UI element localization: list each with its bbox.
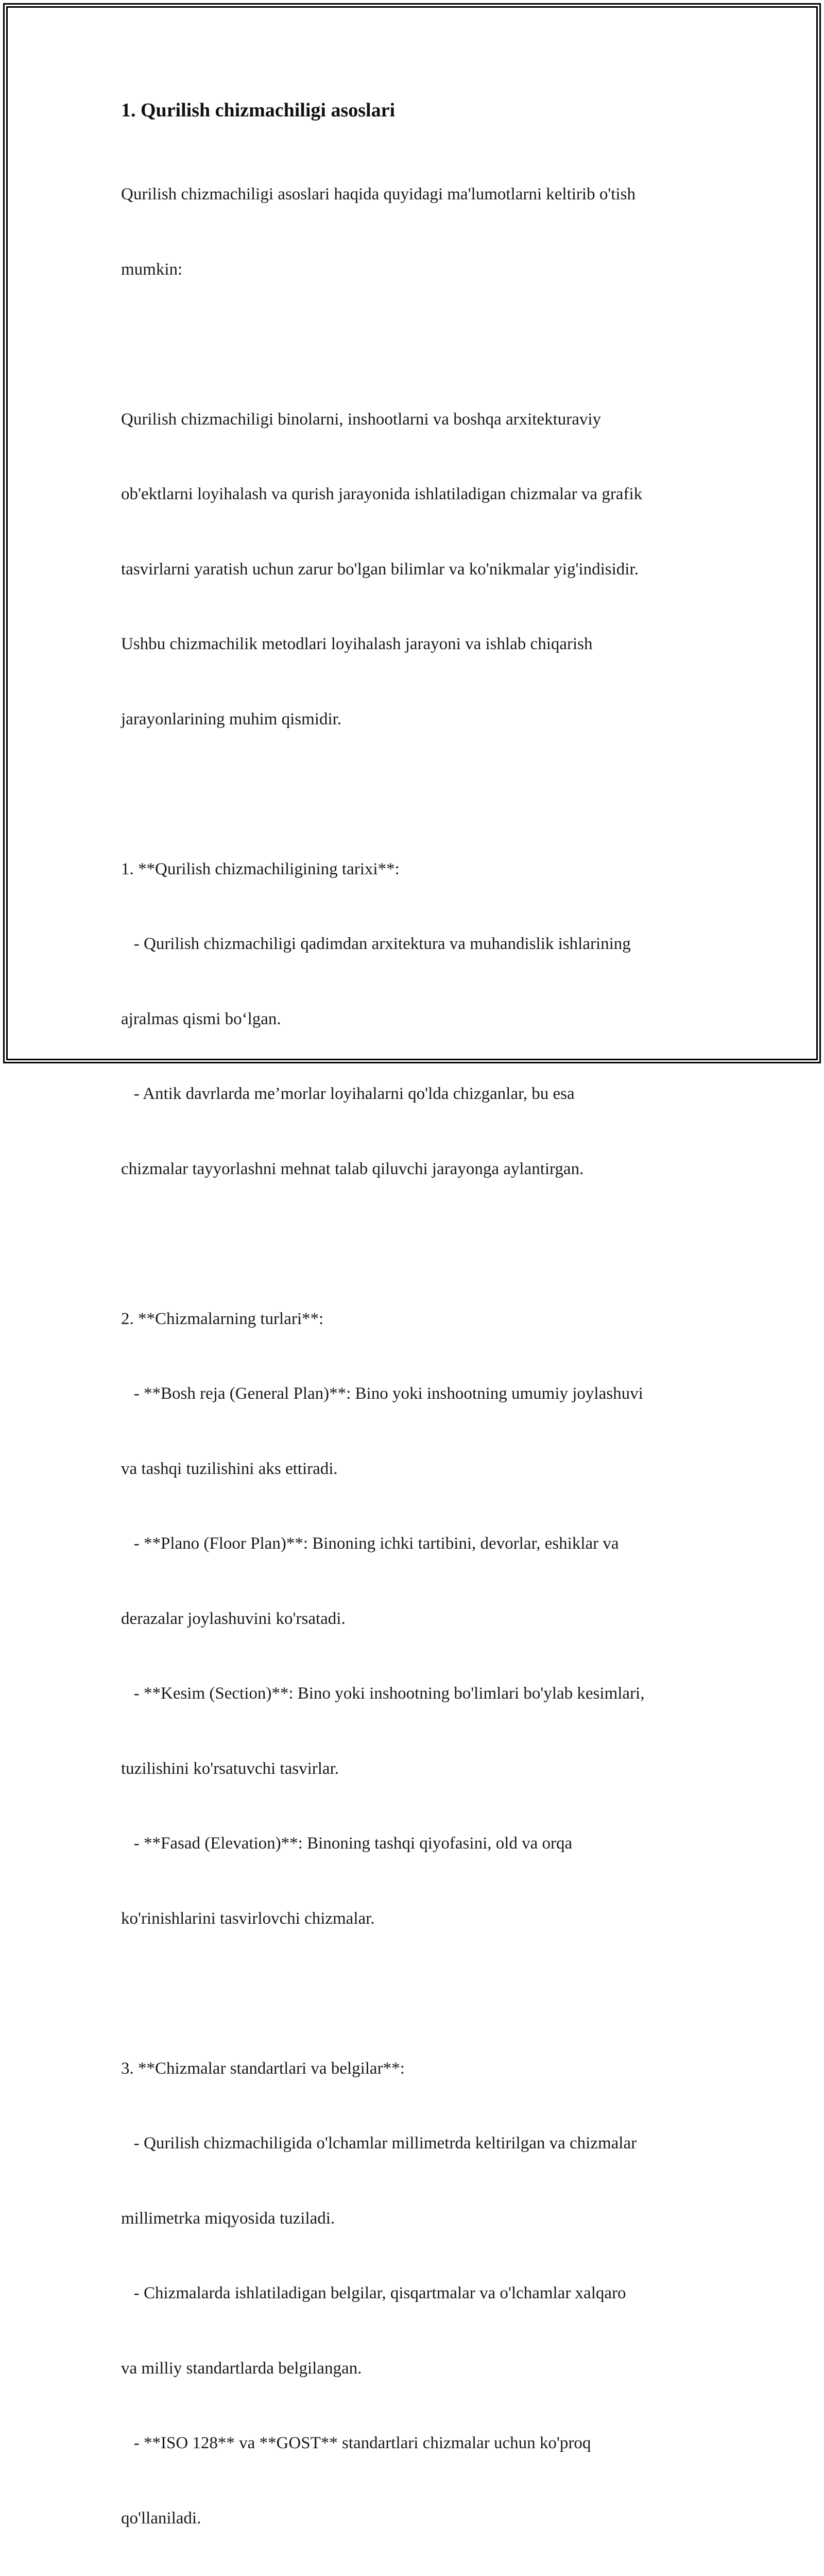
intro-line: mumkin: (121, 257, 708, 282)
definition-paragraph (121, 357, 708, 782)
section-line: - Chizmalarda ishlatiladigan belgilar, qisqartmalar va o'lchamlar xalqaro (121, 2281, 708, 2306)
section-line: derazalar joylashuvini ko'rsatadi. (121, 1606, 708, 1632)
definition-line: Ushbu chizmachilik metodlari loyihalash jarayoni va ishlab chiqarish (121, 632, 708, 657)
section-line: va tashqi tuzilishini aks ettiradi. (121, 1456, 708, 1482)
section-standards (121, 2006, 708, 2576)
definition-line: ob'ektlarni loyihalash va qurish jarayonida ishlatiladigan chizmalar va grafik (121, 482, 708, 507)
section-line: tuzilishini ko'rsatuvchi tasvirlar. (121, 1756, 708, 1782)
section-line: - **Fasad (Elevation)**: Binoning tashqi qiyofasini, old va orqa (121, 1831, 708, 1856)
paragraph-gap (121, 782, 708, 807)
intro-line: Qurilish chizmachiligi asoslari haqida quyidagi ma'lumotlarni keltirib o'tish (121, 182, 708, 207)
section-line: chizmalar tayyorlashni mehnat talab qiluvchi jarayonga aylantirgan. (121, 1157, 708, 1182)
definition-line: tasvirlarni yaratish uchun zarur bo'lgan bilimlar va ko'nikmalar yig'indisidir. (121, 557, 708, 582)
definition-line: jarayonlarining muhim qismidir. (121, 707, 708, 732)
section-history (121, 807, 708, 1232)
section-line: millimetrka miqyosida tuziladi. (121, 2206, 708, 2231)
section-line: ko'rinishlarini tasvirlovchi chizmalar. (121, 1906, 708, 1931)
section-line: va milliy standartlarda belgilangan. (121, 2356, 708, 2381)
section-line: - Qurilish chizmachiligida o'lchamlar millimetrda keltirilgan va chizmalar (121, 2131, 708, 2156)
section-line: - Qurilish chizmachiligi qadimdan arxitektura va muhandislik ishlarining (121, 931, 708, 957)
document-title: 1. Qurilish chizmachiligi asoslari (121, 97, 708, 124)
paragraph-gap (121, 1231, 708, 1257)
section-line: - Antik davrlarda me’morlar loyihalarni qo'lda chizganlar, bu esa (121, 1081, 708, 1107)
section-line: ajralmas qismi bo‘lgan. (121, 1007, 708, 1032)
definition-line: Qurilish chizmachiligi binolarni, inshootlarni va boshqa arxitekturaviy (121, 407, 708, 432)
section-drawing-types (121, 1257, 708, 1981)
section-line: - **ISO 128** va **GOST** standartlari chizmalar uchun ko'proq (121, 2431, 708, 2456)
section-heading: 3. **Chizmalar standartlari va belgilar**: (121, 2056, 708, 2081)
document-body (121, 97, 708, 2576)
section-line: qo'llaniladi. (121, 2506, 708, 2531)
section-line: - **Kesim (Section)**: Bino yoki inshootning bo'limlari bo'ylab kesimlari, (121, 1681, 708, 1706)
section-heading: 2. **Chizmalarning turlari**: (121, 1307, 708, 1332)
section-line: - **Plano (Floor Plan)**: Binoning ichki tartibini, devorlar, eshiklar va (121, 1531, 708, 1556)
section-heading: 1. **Qurilish chizmachiligining tarixi**: (121, 857, 708, 882)
intro-paragraph (121, 132, 708, 332)
paragraph-gap (121, 332, 708, 357)
paragraph-gap (121, 1981, 708, 2006)
section-line: - **Bosh reja (General Plan)**: Bino yoki inshootning umumiy joylashuvi (121, 1381, 708, 1406)
